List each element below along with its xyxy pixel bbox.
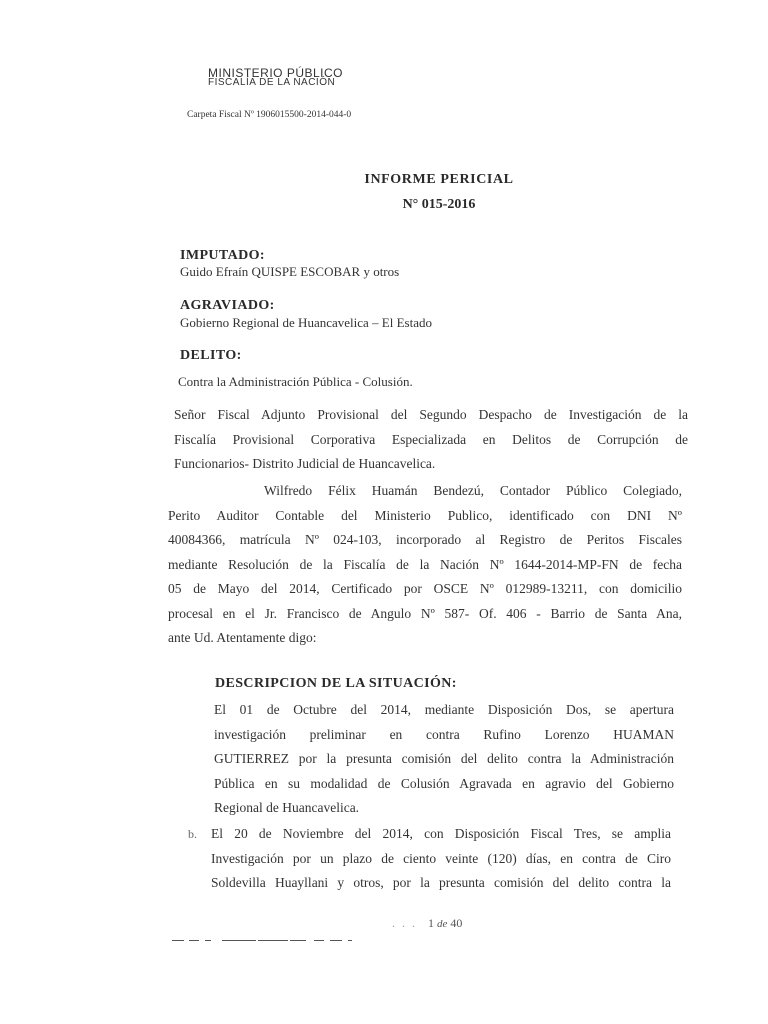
carpeta-fiscal: Carpeta Fiscal Nº 1906015500-2014-044-0 — [187, 110, 352, 120]
intro-line: Fiscalía Provisional Corporativa Especializada en Delitos de Corrupción de — [174, 431, 688, 447]
perito-line: mediante Resolución de la Fiscalía de la Nación Nº 1644-2014-MP-FN de fecha — [168, 556, 682, 572]
imputado-label: IMPUTADO: — [180, 248, 265, 263]
situacion-item-a — [214, 698, 674, 821]
perito-paragraph — [168, 479, 682, 651]
item-b-line: Soldevilla Huayllani y otros, por la presunta comisión del delito contra la — [211, 875, 671, 890]
item-a-line: Pública en su modalidad de Colusión Agravada en agravio del Gobierno — [214, 775, 674, 791]
imputado-value: Guido Efraín QUISPE ESCOBAR y otros — [180, 264, 400, 279]
ministry-name: MINISTERIO PÚBLICO — [208, 66, 344, 80]
intro-paragraph — [174, 403, 688, 477]
bottom-dashed-line — [172, 940, 352, 943]
perito-line: 05 de Mayo del 2014, Certificado por OSCE Nº 012989-13211, con domicilio — [168, 581, 682, 596]
item-a-line: Regional de Huancavelica. — [214, 800, 360, 815]
report-number: N° 015-2016 — [402, 197, 476, 212]
item-a-line: GUTIERREZ por la presunta comisión del delito contra la Administración — [214, 751, 674, 766]
intro-line: Señor Fiscal Adjunto Provisional del Segundo Despacho de Investigación de la — [174, 407, 688, 422]
page-total: 40 — [450, 916, 463, 930]
fiscalia-name: FISCALÍA DE LA NACIÓN — [208, 77, 336, 88]
perito-line: Wilfredo Félix Huamán Bendezú, Contador Público Colegiado, — [264, 483, 682, 498]
perito-line: procesal en el Jr. Francisco de Angulo Nº 587- Of. 406 - Barrio de Santa Ana, — [168, 605, 682, 621]
item-b-line: Investigación por un plazo de ciento veinte (120) días, en contra de Ciro — [211, 850, 671, 866]
situacion-heading: DESCRIPCION DE LA SITUACIÓN: — [215, 676, 457, 691]
item-a-line: El 01 de Octubre del 2014, mediante Disposición Dos, se apertura — [214, 702, 674, 717]
item-b-marker: b. — [188, 827, 197, 841]
report-title: INFORME PERICIAL — [364, 172, 514, 187]
page-de: de — [437, 918, 448, 930]
perito-line: ante Ud. Atentamente digo: — [168, 630, 317, 645]
perito-line: 40084366, matrícula Nº 024-103, incorporado al Registro de Peritos Fiscales — [168, 532, 682, 547]
page-number: 1 — [428, 916, 434, 930]
item-b-line: El 20 de Noviembre del 2014, con Disposición Fiscal Tres, se amplia — [211, 826, 671, 841]
agraviado-value: Gobierno Regional de Huancavelica – El Estado — [180, 315, 432, 330]
intro-line: Funcionarios- Distrito Judicial de Huancavelica. — [174, 456, 436, 471]
delito-label: DELITO: — [180, 348, 242, 363]
agraviado-label: AGRAVIADO: — [180, 298, 275, 313]
delito-value: Contra la Administración Pública - Colusión. — [178, 374, 413, 389]
item-a-line: investigación preliminar en contra Rufino Lorenzo HUAMAN — [214, 726, 674, 742]
page-footer — [392, 916, 462, 931]
situacion-item-b — [211, 822, 671, 896]
footer-dots: . . . — [392, 916, 417, 930]
perito-line: Perito Auditor Contable del Ministerio Publico, identificado con DNI Nº — [168, 507, 682, 523]
